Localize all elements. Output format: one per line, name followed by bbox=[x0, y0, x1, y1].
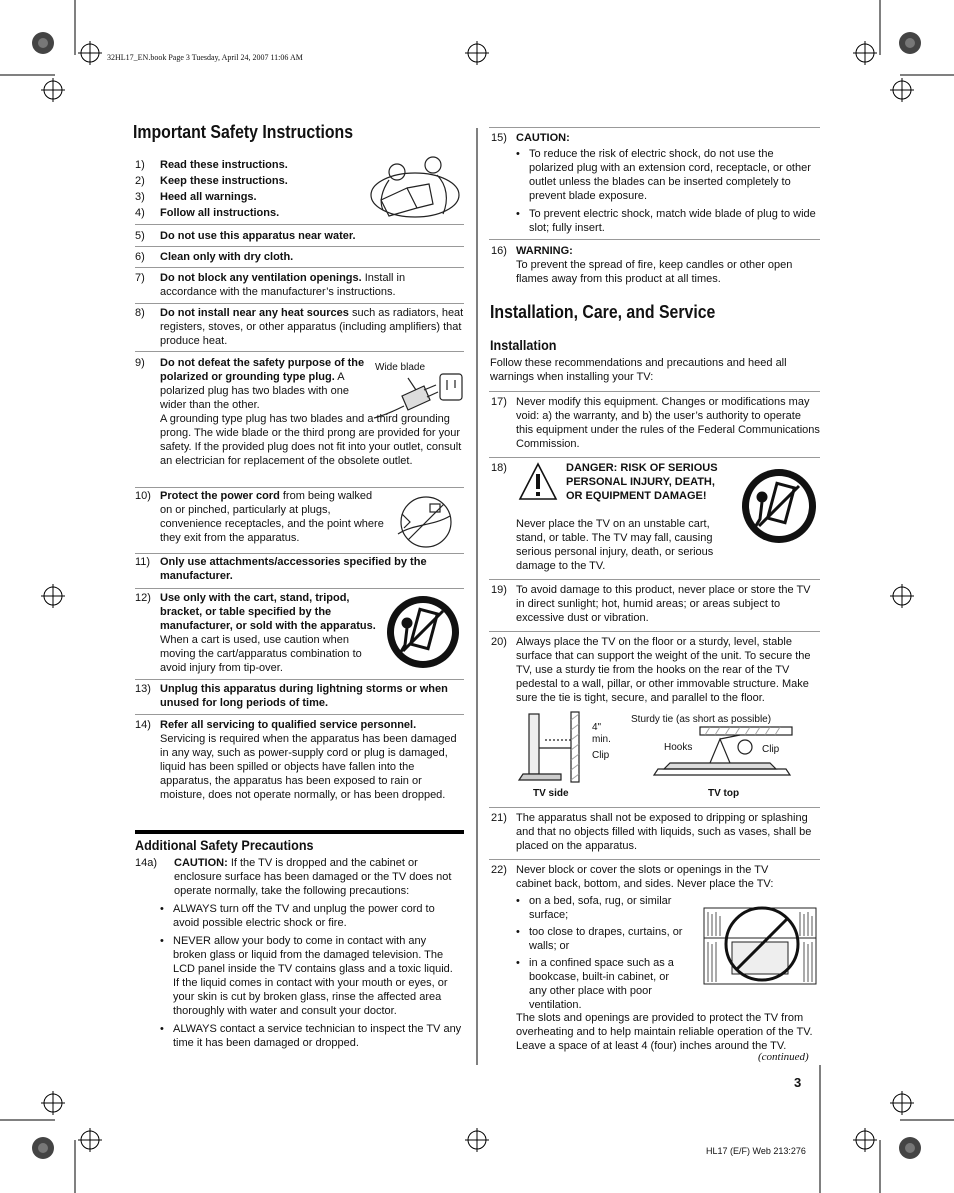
reading-people-illustration bbox=[367, 150, 462, 222]
registration-target-top-left bbox=[78, 41, 102, 65]
registration-target-top-left2 bbox=[41, 78, 65, 102]
footer-code: HL17 (E/F) Web 213:276 bbox=[706, 1146, 806, 1156]
caution-paragraph: 14a) CAUTION: If the TV is dropped and the cabinet or enclosure surface has been damaged or the TV does not operate normally, take the following precautions: • ALWAYS turn off the TV and unplug the power cord to avoid possible electric shock or fire. • NEVER allow your body to come in contact with any broken glass or liquid from the damaged television. The LCD panel inside the TV contains glass and a toxic liquid. If the liquid comes in contact with your mouth or eyes, or your skin is cut by broken glass, rinse the affected area thoroughly with water and consult your doctor. • ALWAYS contact a service technician to inspect the TV any time it has been damaged or dropped. bbox=[135, 856, 465, 1052]
sturdy-tie-label: Sturdy tie (as short as possible) bbox=[631, 714, 772, 725]
list-item: • ALWAYS turn off the TV and unplug the power cord to avoid possible electric shock or fire. bbox=[160, 902, 462, 930]
section-bar bbox=[135, 830, 464, 834]
section-title-installation-care: Installation, Care, and Service bbox=[490, 302, 716, 322]
hooks-label: Hooks bbox=[664, 742, 693, 753]
pinched-cord-icon bbox=[388, 494, 458, 550]
clip-label: Clip bbox=[762, 744, 780, 755]
subsection-title-installation: Installation bbox=[490, 337, 557, 353]
installation-intro: Follow these recommendations and precautions and heed all warnings when installing your TV: bbox=[490, 357, 787, 383]
wide-blade-label: Wide blade bbox=[375, 362, 426, 373]
list-item: • To reduce the risk of electric shock, do not use the polarized plug with an extension cord, receptacle, or other outlet unless the blades can be inserted completely to prevent blade exposure. bbox=[516, 147, 821, 203]
tv-side-label: TV side bbox=[533, 788, 569, 799]
list-item: 9) Do not defeat the safety purpose of the polarized or grounding type plug. A polarized plug has two blades with one wider than the other. A grounding type plug has two blades and a third grounding prong. The wide blade or the third prong are provided for your safety. If the provided plug does not fit into your outlet, consult an electrician for replacement of the obsolete outlet. bbox=[135, 357, 462, 467]
polarized-plug-icon bbox=[372, 372, 464, 422]
list-item: • on a bed, sofa, rug, or similar surface; bbox=[516, 894, 688, 922]
list-item: • To prevent electric shock, match wide blade of plug to wide slot; fully insert. bbox=[516, 207, 821, 235]
cart-tipover-warning-icon bbox=[740, 467, 818, 545]
list-item: • NEVER allow your body to come in contact with any broken glass or liquid from the damaged television. The LCD panel inside the TV contains glass and a toxic liquid. If the liquid comes in contact with your mouth or eyes, or your skin is cut by broken glass, rinse the affected area thoroughly with water and consult your doctor. bbox=[160, 934, 462, 1018]
book-info-header: 32HL17_EN.book Page 3 Tuesday, April 24, 2007 11:06 AM bbox=[107, 53, 303, 62]
min-distance-label: 4" min. bbox=[592, 722, 611, 745]
tv-top-diagram bbox=[650, 725, 800, 785]
clip-label: Clip bbox=[592, 750, 610, 761]
list-item: • ALWAYS contact a service technician to inspect the TV any time it has been damaged or dropped. bbox=[160, 1022, 462, 1050]
continued-note: (continued) bbox=[758, 1051, 809, 1063]
tv-top-label: TV top bbox=[708, 788, 740, 799]
list-item: • in a confined space such as a bookcase, built-in cabinet, or any other place with poor ventilation. bbox=[516, 956, 688, 1012]
caution-bullets bbox=[160, 902, 462, 1050]
blocked-ventilation-illustration bbox=[700, 898, 820, 988]
cart-tipover-warning-icon bbox=[385, 593, 461, 671]
section-title-additional: Additional Safety Precautions bbox=[135, 837, 314, 853]
list-item: • too close to drapes, curtains, or walls; or bbox=[516, 925, 688, 953]
page-number: 3 bbox=[794, 1075, 802, 1090]
warning-triangle-icon bbox=[518, 462, 558, 502]
page-title: Important Safety Instructions bbox=[133, 122, 354, 142]
